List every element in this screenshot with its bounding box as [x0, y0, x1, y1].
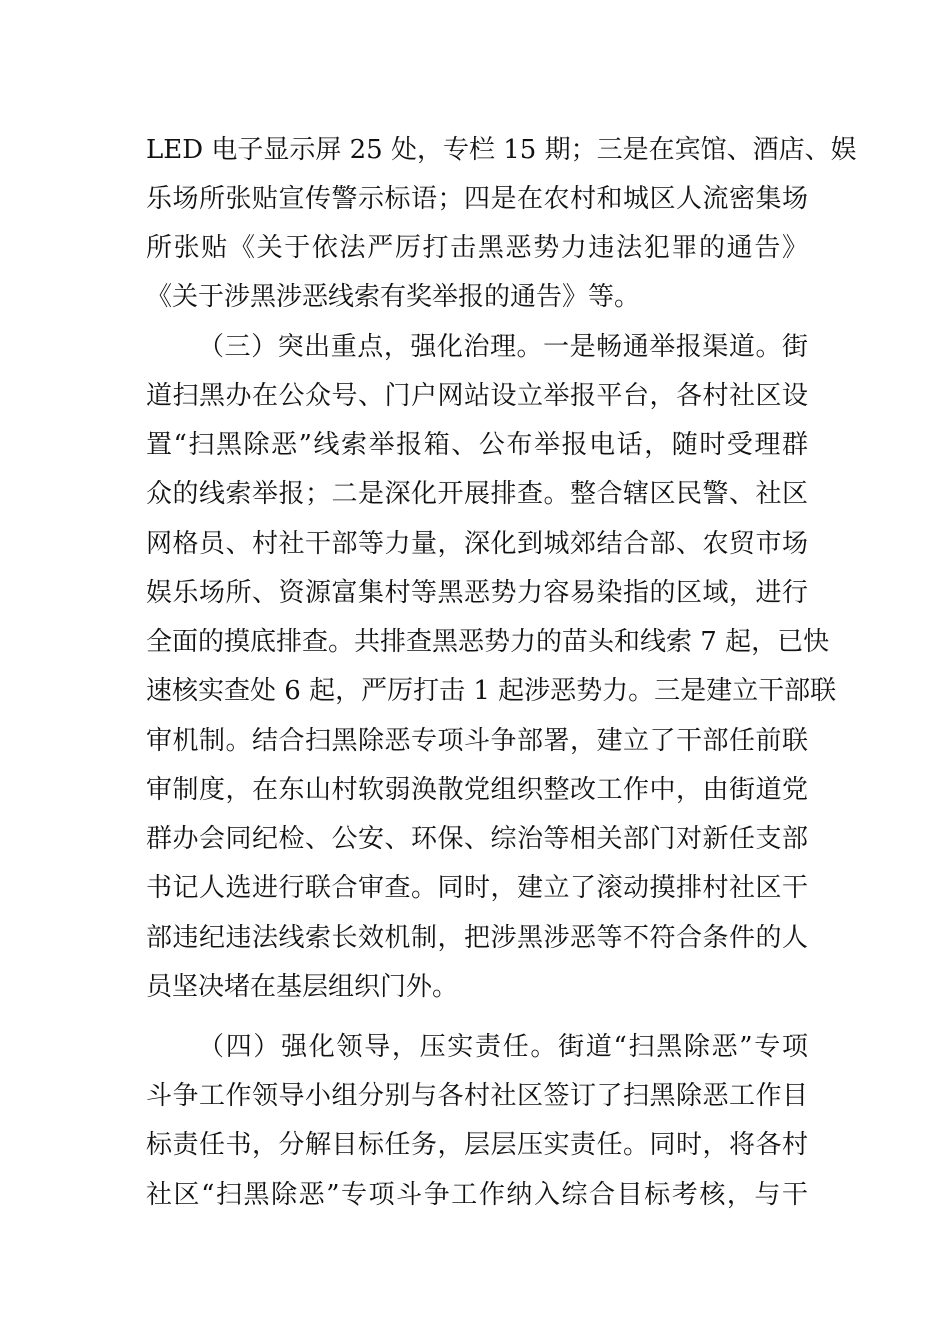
text-line: 所张贴《关于依法严厉打击黑恶势力违法犯罪的通告》: [146, 233, 808, 263]
text-line: 部违纪违法线索长效机制，把涉黑涉恶等不符合条件的人: [146, 923, 808, 953]
text-line: 审制度，在东山村软弱涣散党组织整改工作中，由街道党: [146, 775, 808, 805]
text-line: 速核实查处 6 起，严厉打击 1 起涉恶势力。三是建立干部联: [146, 676, 837, 706]
text-line: 娱乐场所、资源富集村等黑恶势力容易染指的区域，进行: [146, 578, 808, 608]
text-line: 乐场所张贴宣传警示标语；四是在农村和城区人流密集场: [146, 184, 808, 214]
text-line: 标责任书，分解目标任务，层层压实责任。同时，将各村: [146, 1130, 808, 1160]
text-line: 员坚决堵在基层组织门外。: [146, 972, 459, 1002]
text-line: 社区“扫黑除恶”专项斗争工作纳入综合目标考核，与干: [146, 1180, 808, 1210]
text-line: 道扫黑办在公众号、门户网站设立举报平台，各村社区设: [146, 381, 808, 411]
text-line: 群办会同纪检、公安、环保、综治等相关部门对新任支部: [146, 824, 808, 854]
text-line: 众的线索举报；二是深化开展排查。整合辖区民警、社区: [146, 479, 808, 509]
text-line: LED 电子显示屏 25 处，专栏 15 期；三是在宾馆、酒店、娱: [146, 135, 857, 165]
text-line: 《关于涉黑涉恶线索有奖举报的通告》等。: [146, 282, 641, 312]
text-line: 书记人选进行联合审查。同时，建立了滚动摸排村社区干: [146, 873, 808, 903]
paragraph-heading-line: （四）强化领导，压实责任。街道“扫黑除恶”专项: [198, 1032, 808, 1062]
text-line: 网格员、村社干部等力量，深化到城郊结合部、农贸市场: [146, 529, 808, 559]
text-line: 斗争工作领导小组分别与各村社区签订了扫黑除恶工作目: [146, 1081, 808, 1111]
text-line: 全面的摸底排查。共排查黑恶势力的苗头和线索 7 起，已快: [146, 627, 830, 657]
text-line: 置“扫黑除恶”线索举报箱、公布举报电话，随时受理群: [146, 430, 808, 460]
paragraph-heading-line: （三）突出重点，强化治理。一是畅通举报渠道。街: [198, 332, 808, 362]
text-line: 审机制。结合扫黑除恶专项斗争部署，建立了干部任前联: [146, 726, 808, 756]
